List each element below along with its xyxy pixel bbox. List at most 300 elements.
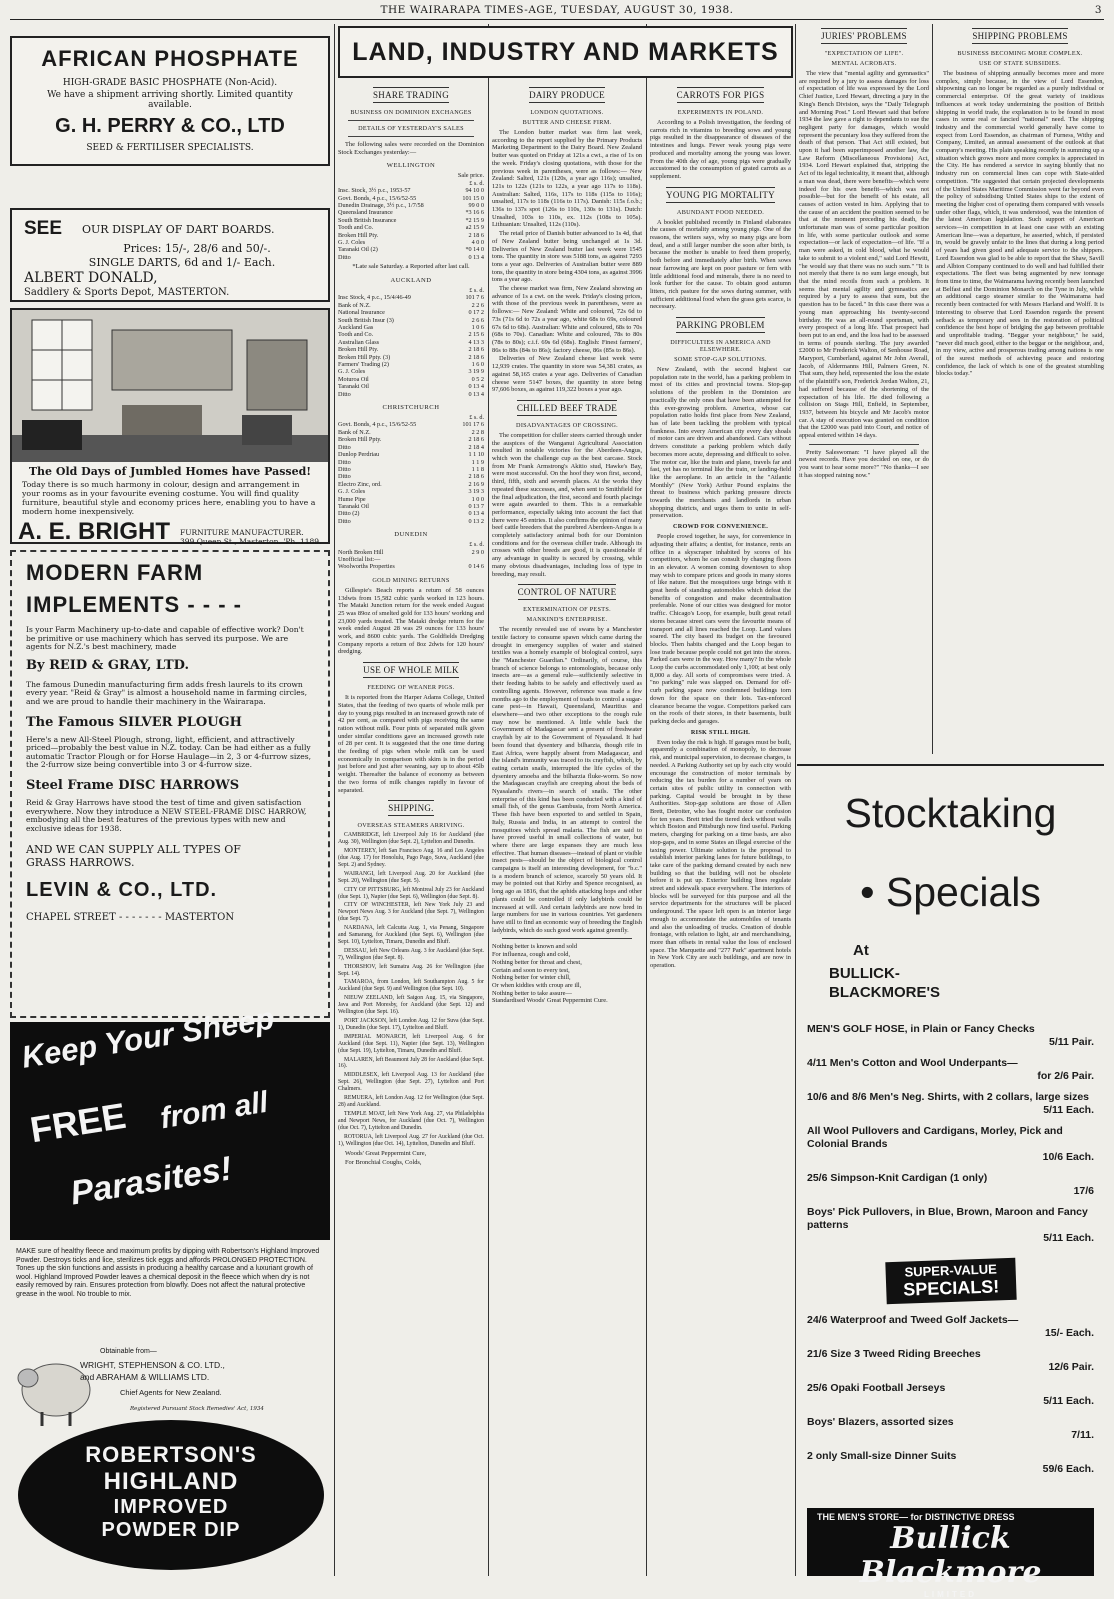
table-row <box>338 563 484 570</box>
subheading: CROWD FOR CONVENIENCE. <box>672 523 769 531</box>
special-name: 24/6 Waterproof and Tweed Golf Jackets— <box>807 1314 1019 1326</box>
special-item <box>807 1172 1094 1197</box>
special-item <box>807 1091 1094 1116</box>
stock-price: 0 13 4 <box>468 253 484 261</box>
stock-name: Electro Zinc, ord. <box>338 480 382 488</box>
headline: SHIPPING PROBLEMS <box>972 28 1067 44</box>
table-row <box>338 391 484 398</box>
slogan: Keep Your Sheep <box>19 1000 277 1075</box>
stock-name: North Broken Hill <box>338 548 384 556</box>
stock-price: 2 2 8 <box>471 428 484 436</box>
paragraph: The following sales were recorded on the Dominion Stock Exchanges yesterday:— <box>338 141 484 156</box>
table-row <box>338 202 484 209</box>
super-value-badge <box>885 1258 1016 1305</box>
paragraph: The London butter market was firm last week, according to the report supplied by the Primary Products Marketing Department to the Dairy Board. New Zealand butter was quoted on Friday at 121s a cwt., a rise of 1s on the week. Friday's closing quotations, with those for the previous week in parentheses, were as follows:— New Zealand: Salted, 121s (120s, a year ago 116s); unsalted, 121s to 122s (121s to 122s, a year ago 117s to 118s). Australian: Salted, 116s, 117s to 118s (115s to 116s); unsalted, 117s to 118s (116s to 117s). Danish: 115s f.o.b.; 136s to 137s spot (126s to 110s, 130s to 131s). Dutch: Unsalted, 103s to 110s, ex. 112s (108s to 105s). Lithuanian: Unsalted, 112s (110s). <box>492 129 642 229</box>
stock-table-auckland <box>338 294 484 398</box>
column-parking <box>650 82 791 1577</box>
ad-line: We have a shipment arriving shortly. Limited quantity available. <box>47 90 293 110</box>
special-item <box>807 1057 1094 1082</box>
ad-at: At <box>853 942 869 959</box>
stock-price: 4 0 0 <box>471 239 484 247</box>
special-item <box>807 1416 1094 1441</box>
special-item <box>807 1206 1094 1244</box>
ad-name: A. E. BRIGHT <box>18 518 171 545</box>
subheading: LONDON QUOTATIONS. <box>530 109 604 116</box>
ad-trade: FURNITURE MANUFACTURER. <box>180 528 304 537</box>
stock-price: 0 13 7 <box>468 502 484 510</box>
ad-title: AFRICAN PHOSPHATE <box>41 46 299 71</box>
stock-price: 2 18 6 <box>468 436 484 444</box>
special-name: 10/6 and 8/6 Men's Neg. Shirts, with 2 collars, large sizes <box>807 1091 1090 1103</box>
ad-plough: The Famous SILVER PLOUGH <box>26 714 242 730</box>
stock-name: South British Insur (3) <box>338 316 394 324</box>
column-rule <box>488 24 489 1576</box>
table-row <box>338 556 484 563</box>
table-row <box>338 195 484 202</box>
column-juries <box>799 26 929 761</box>
subheading: DIFFICULTIES IN AMERICA AND ELSEWHERE. <box>670 339 771 354</box>
headline: USE OF WHOLE MILK <box>363 662 459 678</box>
ad-bullick-blackmore <box>797 764 1104 1599</box>
paragraph: The business of shipping annually becomes more and more complex, simply because, in the view of Lord Essendon, shipowning can no longer be regarded as a purely individual or commercial enterprise. Of the great variety of insidious influences at work today undermining the position of British shipping in world trade, the explanation is to be found in most cases in some real or fancied "national" need. The shipping industry and the commercial world generally have come to expect from Lord Essendon, as chairman of Furness, Withy and Company, Limited, an annual assessment of the outlook at that company's meeting. His plain speaking recently in summing up a situation which grows more and more complex is appreciated in the City. He has rendered a service in saying bluntly that no industry run on commercial lines can cope with State-aided competition. "He suggested that certain projected developments of the United States Maritime Commission went far beyond even the policy of subsidising United States ships to the extent of meeting the higher cost of operating them compared with vessels under other flags, which, it was understood, was the intention of the latest American legislation. Such support of American services—in competition in at least one case with an existing American line—was a departure, he asserted, which, if persisted in, would be gravely unfair to the lines that during a long period of years had given good and adequate service to the shippers. Lord Essendon was glad to be able to report that the Shaw, Savill and Albion Company continued to do well and had fulfilled their expectations. The fleet was being augmented by new tonnage from time to time, the Waimarama having recently been launched at Belfast and the Dominion Monarch on the Tyne in July, while an additional cargo steamer similar to the Waimarama had recently been contracted for with Messrs Harland and Wolff. It is interesting to observe that Lord Essendon regards the present setback as temporary and sees in the restoration of political confidence the best hope of bridging the gap between profitable and unprofitable trading. "Beggar your neighbour," he said, "never did much good, either to the beggar or the neighbour, and, in my view, active and prosperous trading among nations is one of the surest methods of achieving peace and restoring confidence, the lack of which is one of the greatest stumbling blocks today." <box>936 70 1104 378</box>
subheading: BUSINESS ON DOMINION EXCHANGES <box>350 109 472 116</box>
table-row <box>338 466 484 473</box>
stock-price: 2 18 4 <box>468 443 484 451</box>
stock-name: Ditto <box>338 473 351 481</box>
paragraph: Even today the risk is high. If garages must be built, apparently a combination of monopoly, to decrease risk, and municipal supervision, to decrease charges, is needed. A Parking Authority set up by each city would encourage the construction of motor terminals by reducing the tax burden for a number of years on certain sites of public utility in connection with parking. Capital would be brought in by these Authorities. Stop-gap solutions are those of Allen Brett, Detroiter, who has fought motor car confusion for ten years. Brett tried the tiered deck without walls which Boston and Pittsburgh now find useful. Parking meters, charging for parking on a time basis, are also stop-gaps, and in some States an illegal exercise of the taxing power. Ultimate solution is the proposal to establish interior parking lanes for future buildings, to take care of the parking demand created by each new building so that the building will not be obsolete before it is put up. Exterior building lines regulate street and sidewalk space everywhere. The interiors of blocks will be surveyed for this purpose and all the service departments for the structures will be placed underground. The space left open is an interior large enough to accommodate the automobiles of tenants and also the unloading of trucks. Creation of double frontage, with relation to light, air and merchandising, more than offsets in rental value the loss of enclosed space. The Marquette and "277 Park" apartment hotels in New York City are such buildings, and are now in operation. <box>650 738 791 970</box>
subheading: EXPERIMENTS IN POLAND. <box>677 109 764 116</box>
ship-entry: NARDANA, left Calcutta Aug. 1, via Penang, Singapore and Samarang, for Auckland (due Sept. 6), Wellington (due Sept. 10), Lyttelton, Timaru, Dunedin and Bluff. <box>338 925 484 945</box>
stock-name: G. J. Coles <box>338 488 366 496</box>
paragraph: People crowd together, he says, for convenience in adjusting their affairs; a dentist, for instance, rents an office in a skyscraper inhabited by scores of his competitors, whom he can consult by changing floors in an elevator. A women coming downtown to shop may wish to compare prices and goods in many stores of like nature. But the mosquitoes urge brings with it great herds of standing automobiles which defeat the benefits of congestion and make decentralisation preferable. None of our cities was designed for motor traffic. Chicago's Loop, for example, built great retail stores because street cars were the favourite means of transport and all lines reached the Loop. Land values soared. The city based its budget on the favoured blocks. Then habits changed and the Loop began to lose trade because people could not get into the stores. Parked cars were in the way. How many? In the whole Loop the curbs accommodated only 1,100; at best only 8,000 a day. All sorts of compromises were tried. A "no parking" rule was slapped on. Demand for off-curb parking space now condemned buildings torn down for the space on their lots. Tax-enforced clearance became the vogue. Competitors parked cars on the roofs of their stores, in their basements, built parking decks and garages. <box>650 533 791 725</box>
stock-price: 2 18 6 <box>468 346 484 354</box>
stock-price: a2 15 9 <box>465 224 484 232</box>
ad-maker: By REID & GRAY, LTD. <box>26 657 190 673</box>
headline: CONTROL OF NATURE <box>518 584 617 600</box>
ad-see: SEE <box>24 218 63 239</box>
subheading: EXTERMINATION OF PESTS. <box>523 606 611 614</box>
table-row <box>338 451 484 458</box>
stock-name: Ditto <box>338 253 351 261</box>
subheading: DISADVANTAGES OF CROSSING. <box>516 421 618 429</box>
ship-entry: CAMBRIDGE, left Liverpool July 16 for Auckland (due Aug. 30), Wellington (due Sept. 2), Lyttelton and Dunedin. <box>338 832 484 846</box>
table-row <box>338 510 484 517</box>
footer-for: for DISTINCTIVE DRESS <box>910 1512 1015 1522</box>
special-price: 12/6 Pair. <box>1048 1361 1094 1373</box>
ad-address: 399 Queen St., Masterton. 'Ph. 1189. <box>180 537 322 546</box>
stock-price: 4 13 3 <box>468 338 484 346</box>
stock-name: Taranaki Oil (2) <box>338 246 378 254</box>
stock-name: Auckland Gas <box>338 324 374 332</box>
table-row <box>338 436 484 443</box>
ship-list <box>338 832 484 1147</box>
stock-price: *0 14 0 <box>465 246 484 254</box>
col-header: £ s. d. <box>469 414 484 422</box>
headline: JURIES' PROBLEMS <box>821 28 907 44</box>
paragraph: New Zealand, with the second highest car population rate in the world, has a parking problem in most of its cities and provincial towns. Stop-gap solutions of the problem in the Dominion are practically the only ones that have been attempted for this ever-growing problem. America, whose car population ratio holds first place from New Zealand, has of late been tackling the problem with typical frankness. Into every American city every day shoals of motor cars are driven and abandoned. Cars without drivers constitute a parking problem which daily becomes more acute, depressing and difficult to solve. The motor car, like the train and plane, travels far and fast, yet has no terminal like the train, or landing-field like the aeroplane. In an article in the "Atlantic Monthly" (New York) Arthur Pound explains the threat to business which parking pressure directs towards the merchants and landlords in urban shopping districts, and urges them to unite in self-preservation. <box>650 366 791 520</box>
stock-name: Ditto <box>338 458 351 466</box>
page-number: 3 <box>1094 4 1102 16</box>
ad-title: IMPLEMENTS - - - - <box>26 592 242 617</box>
ad-address: Saddlery & Sports Depot, MASTERTON. <box>24 287 230 298</box>
headline: SHIPPING. <box>388 800 433 816</box>
stock-price: 101 17 6 <box>462 421 484 429</box>
ship-entry: ROTORUA, left Liverpool Aug. 27 for Auckland (due Oct. 1), Wellington (due Oct. 14), Lyttelton, Dunedin and Bluff. <box>338 1133 484 1147</box>
table-row <box>338 331 484 338</box>
slogan: from all <box>158 1085 271 1136</box>
table-row <box>338 444 484 451</box>
ad-footer: For Bronchial Coughs, Colds, <box>345 1159 422 1167</box>
stock-price: 94 10 0 <box>465 187 484 195</box>
masthead <box>10 4 1104 20</box>
ad-body: Today there is so much harmony in colour, design and arrangement in your rooms as in your favourite evening costume. You will find quality furniture, beautiful style and economy prices here, enabling you to have a modern home inexpensively. <box>22 480 316 516</box>
stock-name: Broken Hill Pty. <box>338 346 379 354</box>
table-row <box>338 346 484 353</box>
special-name: 25/6 Simpson-Knit Cardigan (1 only) <box>807 1172 988 1184</box>
ad-maker-body: The famous Dunedin manufacturing firm adds fresh laurels to its crown every year. "Reid & Gray" is almost a household name in farming circles, and we are proud to handle their machinery in the Wairarapa. <box>26 679 308 706</box>
stock-name: G. J. Coles <box>338 368 366 376</box>
sheep-illustration <box>14 1340 94 1430</box>
stock-name: Dunlop Perdriau <box>338 451 380 459</box>
table-row <box>338 503 484 510</box>
col-header: £ s. d. <box>469 286 484 294</box>
table-row <box>338 232 484 239</box>
ship-entry: WAIRANGI, left Liverpool Aug. 20 for Auckland (due Sept. 20), Wellington (due Sept. 5). <box>338 870 484 884</box>
verse-line: For influenza, cough and cold, <box>492 951 571 959</box>
ship-entry: CITY OF PITTSBURG, left Montreal July 23 for Auckland (due Sept. 1), Napier (due Sept. 6), Wellington (due Sept. 8). <box>338 886 484 900</box>
special-name: All Wool Pullovers and Cardigans, Morley, Pick and Colonial Brands <box>807 1125 1063 1150</box>
special-price: 5/11 Pair. <box>1049 1036 1094 1048</box>
stock-price: 0 17 2 <box>468 309 484 317</box>
ad-agents-nz: Chief Agents for New Zealand. <box>120 1388 222 1397</box>
paragraph: It is reported from the Harper Adams College, United States, that the feeding of two quarts of whole milk per day to young pigs resulted in an increased growth rate of 42 per cent, as compared with pigs receiving the same ration without milk. Four pints of separated milk given under similar conditions gave an increased growth rate of 28 per cent. It is suggested that the one time during the feeding of pigs when whole milk can be used economically in comparison with skim is in the period just before and just after weaning, say up to about 45lb weight. Thereafter the balance of economy as between the two forms of milk changes rapidly in favour of separated. <box>338 694 484 794</box>
table-row <box>338 368 484 375</box>
subheading: USE OF STATE SUBSIDIES. <box>978 60 1062 67</box>
paragraph: According to a Polish investigation, the feeding of carrots rich in vitamins to breeding sows and young pigs resulted in the disappearance of diseases of the intestines and lungs. Fewer weak young pigs were produced and mortality among the young was lower. From the 40th day of age, young pigs were gradually accustomed to the consumption of grated carrots as a supplement. <box>650 119 791 180</box>
column-rule <box>646 24 647 1576</box>
ad-headline: The Old Days of Jumbled Homes have Passed! <box>28 465 312 478</box>
table-row <box>338 309 484 316</box>
paragraph: The view that "mental agility and gymnastics" are required by a jury to assess damages for loss of expectation of life was expressed by the Lord Chief Justice, Lord Hewart, directing a jury in the King's Bench Division, says the "Daily Telegraph and Morning Post." Lord Hewart said that before 1934 the law gave a right to dependants to sue the negligent party for damages, which would represent the pecuniary loss they suffered from the death of that person. That Act still existed, but upon it had been superimposed another law, the Law Reform (Miscellaneous Provisions) Act, 1934. Lord Hewart explained that, stripping the Act of its legal technicality, it meant that, although a man was dead, there were benefits—which were indeed for his own benefit—which was not possible—but for the benefit of his estate, all causes of action vested in him. Applying that to the cause of an accident the position seemed to be that at the moment preceding his death, the unfortunate man was of some particular position in life, with some particular outlook and some expectation—or lack of expectation—of life. "If a man were asked, in cold blood, what he would take to submit to a violent end," said Lord Hewitt, "he would say that there was no such sum." "It is not merely that there is no sum large enough, but that the mind recoils from such a problem. It seems that mental agility and gymnastics are required by a jury to assess that sum, but the question has to be faced." In this case there was a young man approaching his twenty-second birthday. He was an all-round sportsman, with every prospect of a long life. That prospect had been put to an end, and the loss had to be assessed in terms of pounds sterling. The jury awarded £2000 to Mr Frederick Walton, of Senhouse Road, Maryport, Cumberland, against Mr John Averall, Jacob, of Aldermanns Hill, Palmers Green, N. That sum, they held, represented the loss the estate of the plaintiff's son, Frederick Jordan Walton, 21, had suffered because of the shortening of the expectation of his life. He died following a collision on Stags Hill, Enfield, in September, 1937, between his bicycle and Mr Jacob's motor car. A stay of execution was granted on condition that the £2000 was paid into Court, and notice of appeal entered within 14 days. <box>799 70 929 440</box>
col-header: Sale price. <box>457 172 484 180</box>
ad-store: BLACKMORE'S <box>829 984 941 1001</box>
paragraph: Pretty Saleswoman: "I have played all the newest records. Have you decided on one, or do you want to hear some more?" "No thanks—I see it has stopped raining now." <box>799 448 929 479</box>
section-banner <box>338 26 793 78</box>
ad-agent: and ABRAHAM & WILLIAMS LTD. <box>80 1372 210 1382</box>
badge-text: SPECIALS! <box>902 1276 1000 1300</box>
ship-entry: MIDDLESEX, left Liverpool Aug. 13 for Auckland (due Sept. 26), Wellington (due Sept. 27), Lyttelton and Port Chalmers. <box>338 1072 484 1093</box>
col-header: £ s. d. <box>469 541 484 549</box>
ad-dart-boards <box>10 208 330 302</box>
ad-agent: WRIGHT, STEPHENSON & CO. LTD., <box>80 1360 225 1370</box>
stock-name: Unofficial list:— <box>338 555 381 563</box>
subheading: BUSINESS BECOMING MORE COMPLEX. <box>957 50 1083 57</box>
footer-store: THE MEN'S STORE— <box>817 1512 908 1522</box>
ship-entry: THORSHOV, left Sumatra Aug. 26 for Wellington (due Sept. 14). <box>338 963 484 977</box>
stock-name: Woolworths Properties <box>338 563 395 571</box>
stock-name: Tooth and Co. <box>338 224 374 232</box>
stock-price: 0 13 4 <box>468 383 484 391</box>
ad-body: MAKE sure of healthy fleece and maximum profits by dipping with Robertson's Highland Improved Powder. Destroys ticks and lice, sterilizes tick eggs and affords PROLONGED PROTECTION. Tones up the skin functions and assists in producing a healthy carcase and a luxuriant growth of wool. Highland Improved Powder leaves a chemical deposit in the fleece which when dry is not easily removed by rain. Ensures protection from blowfly. Does not affect the natural protective grease in the wool. No trouble to mix. <box>16 1248 320 1298</box>
ad-prices: Prices: 15/-, 28/6 and 50/-. <box>123 242 271 255</box>
city-heading: DUNEDIN <box>394 531 428 539</box>
stock-price: 1 1 10 <box>468 451 484 459</box>
ad-line: HIGH-GRADE BASIC PHOSPHATE (Non-Acid). <box>62 78 278 88</box>
table-row <box>338 317 484 324</box>
special-price: 59/6 Each. <box>1042 1463 1094 1475</box>
stock-price: 101 15 0 <box>462 194 484 202</box>
ad-title: MODERN FARM <box>26 560 204 585</box>
special-item <box>807 1023 1094 1048</box>
column-shipping-problems <box>936 26 1104 761</box>
ad-intro: Is your Farm Machinery up-to-date and capable of effective work? Don't be primitive or use machinery which has served its purpose. We are agents for N.Z.'s best machinery, made <box>26 625 304 652</box>
subheading: MANKIND'S ENTERPRISE. <box>526 616 608 624</box>
ship-entry: PORT JACKSON, left London Aug. 12 for Suva (due Sept. 1), Dunedin (due Sept. 17), Lyttelton and Bluff. <box>338 1018 484 1031</box>
ship-entry: CITY OF WINCHESTER, left New York July 23 and Newport News Aug. 3 for Auckland (due Sept. 7), Wellington (due Sept. 7). <box>338 902 484 923</box>
ad-tagline: SEED & FERTILISER SPECIALISTS. <box>86 143 254 153</box>
ship-entry: REMUERA, left London Aug. 12 for Wellington (due Sept. 28) and Auckland. <box>338 1095 484 1108</box>
paragraph: The retail price of Danish butter advanced to 1s 4d, that of New Zealand butter being unchanged at 1s 3d. Deliveries of New Zealand butter last week were 1545 tons. The quantity in store was 5188 tons, as against 7293 tons a year ago. Deliveries of Australian butter were 889 tons, the quantity in store being 4304 tons, as against 3996 tons a year ago. <box>492 230 642 284</box>
stock-name: Ditto <box>338 517 351 525</box>
column-rule <box>932 24 933 754</box>
table-row <box>338 239 484 246</box>
stock-name: G. J. Coles <box>338 239 366 247</box>
verse-line: Nothing better is known and sold <box>492 943 578 951</box>
ad-street: CHAPEL STREET - - - - - - - MASTERTON <box>26 912 235 924</box>
table-row <box>338 209 484 216</box>
stock-price: *3 16 6 <box>465 209 484 217</box>
ship-entry: NIEUW ZEELAND, left Saigon Aug. 15, via Singapore, Java and Port Moresby, for Auckland (due Sept. 12) and Wellington (due Sept. 16). <box>338 995 484 1016</box>
stock-name: Govt. Bonds, 4 p.c., 15/6/52-55 <box>338 421 417 429</box>
ad-store: BULLICK- <box>829 965 900 982</box>
subheading: GOLD MINING RETURNS <box>372 576 450 584</box>
store-footer <box>807 1508 1094 1599</box>
stock-price: 3 19 3 <box>468 488 484 496</box>
stock-name: Dunedin Drainage, 3½ p.c., 1/7/58 <box>338 202 424 210</box>
stock-name: Broken Hill Ppty. <box>338 436 382 444</box>
stock-price: 2 18 6 <box>468 353 484 361</box>
ad-registration: Registered Pursuant Stock Remedies' Act, 1934 <box>130 1406 264 1412</box>
stock-name: Taranaki Oil <box>338 383 370 391</box>
ad-harrows: Steel Frame DISC HARROWS <box>26 777 240 793</box>
headline: YOUNG PIG MORTALITY <box>666 187 775 203</box>
headline: DAIRY PRODUCE <box>529 87 605 103</box>
stock-price: 2 16 9 <box>468 480 484 488</box>
table-row <box>338 354 484 361</box>
subheading: RISK STILL HIGH. <box>690 728 751 736</box>
table-row <box>338 383 484 390</box>
verse-ad <box>492 943 642 1005</box>
headline: PARKING PROBLEM <box>676 317 764 333</box>
special-price: 5/11 Each. <box>1043 1395 1094 1407</box>
special-name: Boys' Blazers, assorted sizes <box>807 1416 954 1428</box>
stock-price: 2 15 6 <box>468 331 484 339</box>
column-rule <box>795 24 796 1576</box>
stock-name: Hume Pipe <box>338 495 366 503</box>
ad-name: ALBERT DONALD, <box>24 270 158 286</box>
table-note: *Late sale Saturday. a Reported after last call. <box>352 263 470 271</box>
stock-name: Farmers' Trading (2) <box>338 361 389 369</box>
stock-price: 2 2 6 <box>471 301 484 309</box>
table-row <box>338 459 484 466</box>
stock-name: Taranaki Oil <box>338 502 370 510</box>
ship-entry: IMPERIAL MONARCH, left Liverpool Aug. 6 for Auckland (due Sept. 11), Napier (due Sept. 13), Wellington (due Sept. 19), Lyttelton, Timaru, Dunedin and Bluff. <box>338 1033 484 1054</box>
subheading: OVERSEAS STEAMERS ARRIVING. <box>357 822 465 830</box>
ship-entry: MALAREN, left Beaumont July 28 for Auckland (due Sept. 16). <box>338 1056 484 1070</box>
paragraph: The cheese market was firm, New Zealand showing an advance of 1s a cwt. on the week. Friday's closing prices, with those of the previous week in parentheses, were as follows:— New Zealand: White and coloured, 72s 6d to 73s (71s 6d to 72s a year ago, white 68s to 69s, coloured 67s 6d to 68s). Australian: White and coloured, 68s to 70s (68s to 70s). Canadian: White and coloured, 78s to 80s (78s to 80s); c.i.f. 69s 6d (68s). English: Finest farmers', 86s to 88s (84s to 86s); factory cheese, 86s (85s to 86s). <box>492 285 642 354</box>
special-price: 5/11 Each. <box>1043 1104 1094 1116</box>
table-row <box>338 187 484 194</box>
verse-line: Certain and soon to every test, <box>492 966 570 974</box>
stock-price: 1 0 6 <box>471 324 484 332</box>
verse-line: Standardised Woods' Great Peppermint Cure. <box>492 997 608 1005</box>
special-item <box>807 1314 1094 1339</box>
verse-line: Nothing better for throat and chest, <box>492 958 582 966</box>
table-row <box>338 488 484 495</box>
table-row <box>338 246 484 253</box>
table-row <box>338 429 484 436</box>
column-dairy <box>492 82 642 1577</box>
city-heading: AUCKLAND <box>390 276 432 284</box>
table-row <box>338 549 484 556</box>
ad-headline: OUR DISPLAY OF DART BOARDS. <box>82 223 275 236</box>
ad-robertsons-dip <box>10 1000 330 1577</box>
special-name: 25/6 Opaki Football Jerseys <box>807 1382 946 1394</box>
ad-footer: Woods' Great Peppermint Cure, <box>345 1150 427 1158</box>
stock-price: 101 7 6 <box>465 294 484 302</box>
ad-obtain: Obtainable from— <box>100 1348 157 1355</box>
ad-singles: SINGLE DARTS, 6d and 1/- Each. <box>88 256 276 269</box>
paragraph: The competition for chiller steers carried through under the auspices of the Wanganui Agricultural Association resulted in notable victories for the Aberdeen-Angus, which won the challenge cup as the best carcase. Stock from Mr Frank Armstrong's Akitio stud, Hawke's Bay, were most successful. On the hoof they won first, second, third, fifth, sixth and seventh places. At the works they repeated these successes, and, when sent to Smithfield for the final adjudication, the first, second and fourth placings were again awarded to them. This is a remarkable performance, especially taking into account the fact that there were 45 entries. It also confirms the opinion of many beef cattle breeders that the purebred Aberdeen-Angus is a completely satisfactory animal both for our Dominion conditions and for the overseas chiller trade. Although its crosses with other breeds are good, it is questionable if any advantage in quality is secured by crossing, while many obvious disadvantages, including loss of type in breeding, may result. <box>492 431 642 578</box>
special-name: 2 only Small-size Dinner Suits <box>807 1450 957 1462</box>
headline: SHARE TRADING <box>373 87 449 103</box>
ad-plough-body: Here's a new All-Steel Plough, strong, light, efficient, and attractively priced—probably the best value in N.Z. today. Can be had either as a fully automatic Tractor Plough or for Horse Haulage—in 2, 3 or 4-furrow sizes, the 2-furrow size being convertible into 3 or 4-furrow size. <box>26 734 312 770</box>
slogan: FREE <box>27 1094 129 1151</box>
subheading: SOME STOP-GAP SOLUTIONS. <box>674 356 767 364</box>
headline: CARROTS FOR PIGS <box>677 87 765 103</box>
stock-price: 1 1 8 <box>471 465 484 473</box>
column-share-trading <box>338 82 484 1577</box>
stock-price: 0 13 2 <box>468 517 484 525</box>
ad-farm-implements <box>10 550 330 1018</box>
verse-line: Nothing better for winter chill, <box>492 974 571 982</box>
table-row <box>338 473 484 480</box>
stock-name: National Insurance <box>338 309 385 317</box>
col-header: £ s. d. <box>469 179 484 187</box>
stock-name: Ditto <box>338 390 351 398</box>
special-item <box>807 1382 1094 1407</box>
stock-price: 0 13 4 <box>468 510 484 518</box>
special-price: 17/6 <box>1073 1185 1094 1197</box>
stock-table-christchurch <box>338 421 484 525</box>
ad-bright-furniture <box>10 308 330 544</box>
special-name: Boys' Pick Pullovers, in Blue, Brown, Maroon and Fancy patterns <box>807 1206 1088 1231</box>
paragraph: The recently revealed use of swans by a Manchester textile factory to consume spawn which came during the drought in emergency supplies of water and stained textiles was a homely example of biological control, says the "Manchester Guardian." Ordinarily, of course, this branch of science belongs to entomologists, because only insects are—as a general rule—sufficiently selective in their feeding habits to be safely and effectively used as controlling agents. However, reference was made a few months ago to the employment of toads to control a sugar-cane pest—in Hawaii, Queensland, Mauritius and elsewhere—and two other exceptions to the rough rule may now be mentioned. A little while back the Government of Madagascar sent a present of freshwater crayfish by air to the Government of Nyasaland. It had been found that dysentery and bilharzia, though rife in East Africa, were happily absent from Madagascar, and the island's immunity was traced to its crayfish, which, by eating certain snails, interrupted the life cycles of the dysentery amoeba and the bilharzia fluke-worm. So now the Madagascan crayfish are creeping about the beds of Nyasaland's rivers—in search of snails. The other enterprise of this kind has been conducted with a kind of small fish, of the genus Gambusia, from North America. These fish have been exported to and settled in Spain, Italy, Russia and India, in an attempt to control the mosquitoes which spread malaria. The fish are said to have proved useful in small collections of water, but where there are large expanses they are much less effective. That human diseases—instead of plant or visible insect pests—should be the object of biological control campaigns is itself an interesting development, for "b.c." is a modern branch of science, scarcely 50 years old. It may be pointed out that Kirby and Spence recognised, as long ago as 1816, that the aphids attacking hops and other plants could be controlled if only ladybirds could be increased at will. And certain ladybirds are now bred in large numbers for use in various countries. Yet gardeners have still to find an economic way of breeding the English ladybirds, which do such good work against greenfly. <box>492 626 642 934</box>
stock-price: *2 15 9 <box>465 216 484 224</box>
stock-price: 99 0 0 <box>468 202 484 210</box>
headline: CHILLED BEEF TRADE <box>517 400 617 416</box>
brand-oval <box>18 1420 324 1570</box>
subheading: MENTAL ACROBATS. <box>831 60 897 67</box>
table-row <box>338 481 484 488</box>
stock-price: 2 9 0 <box>471 548 484 556</box>
brand-name: ROBERTSON'S <box>85 1442 257 1467</box>
special-price: for 2/6 Pair. <box>1037 1070 1094 1082</box>
specials-list <box>807 1023 1094 1244</box>
special-price: 10/6 Each. <box>1042 1151 1094 1163</box>
ship-entry: TEMPLE MOAT, left New York Aug. 27, via Philadelphia and Newport News, for Auckland (due Oct. 7), Wellington (due Oct. 7), Lyttelton and Dunedin. <box>338 1110 484 1131</box>
subheading: BUTTER AND CHEESE FIRM. <box>522 119 612 126</box>
special-name: MEN'S GOLF HOSE, in Plain or Fancy Checks <box>807 1023 1035 1035</box>
stock-name: Tooth and Co. <box>338 331 374 339</box>
special-name: 4/11 Men's Cotton and Wool Underpants— <box>807 1057 1018 1069</box>
footer-ltd: LIMITED <box>924 1590 977 1599</box>
stock-name: Ditto (2) <box>338 510 360 518</box>
subheading: ABUNDANT FOOD NEEDED. <box>676 208 765 216</box>
stock-name: Broken Hill Ppty. (3) <box>338 353 391 361</box>
special-price: 7/11. <box>1071 1429 1094 1441</box>
slogan: Parasites! <box>67 1149 235 1213</box>
special-price: 15/- Each. <box>1044 1327 1094 1339</box>
special-price: 5/11 Each. <box>1043 1232 1094 1244</box>
stock-price: 2 18 6 <box>468 231 484 239</box>
stock-name: Bank of N.Z. <box>338 428 371 436</box>
verse-line: Or when kiddies with croup are ill, <box>492 981 582 989</box>
room-illustration <box>12 310 328 462</box>
table-row <box>338 294 484 301</box>
special-item <box>807 1348 1094 1373</box>
brand-name: POWDER DIP <box>101 1519 241 1541</box>
table-row <box>338 361 484 368</box>
ad-supply: AND WE CAN SUPPLY ALL TYPES OF GRASS HARROWS. <box>26 843 241 870</box>
table-row <box>338 254 484 261</box>
special-name: 21/6 Size 3 Tweed Riding Breeches <box>807 1348 981 1360</box>
stock-name: South British Insurance <box>338 216 397 224</box>
stock-price: 0 13 4 <box>468 390 484 398</box>
stock-name: Moturoa Oil <box>338 375 369 383</box>
ship-entry: DESSAU, left New Orleans Aug. 3 for Auckland (due Sept. 7), Wellington (due Sept. 8). <box>338 947 484 961</box>
table-row <box>338 217 484 224</box>
subheading: FEEDING OF WEANER PIGS. <box>367 684 455 692</box>
stock-price: 2 18 6 <box>468 473 484 481</box>
ad-harrows-body: Reid & Gray Harrows have stood the test of time and given satisfaction everywhere. Now they introduce a NEW STEEL-FRAME DISC HARROW, embodying all the best features of the previous types with new and exclusive ideas for 1938. <box>26 797 307 833</box>
slogan-panel <box>10 1000 330 1240</box>
stock-table-dunedin <box>338 549 484 571</box>
ship-entry: MONTEREY, left San Francisco Aug. 16 and Los Angeles (due Aug. 17) for Honolulu, Pago Pago, Suva, Auckland (due Sept. 2) and Sydney. <box>338 848 484 868</box>
footer-name: Bullick Blackmore <box>859 1521 1042 1590</box>
table-row <box>338 376 484 383</box>
paragraph: Deliveries of New Zealand cheese last week were 12,939 crates. The quantity in store was 54,381 crates, as against 58,165 crates a year ago. Deliveries of Canadian cheese were 5147 boxes, the quantity in store being 97,606 boxes, as against 119,322 boxes a year ago. <box>492 355 642 394</box>
table-row <box>338 496 484 503</box>
badge-text: SUPER-VALUE <box>903 1261 997 1280</box>
verse-line: Nothing better to take assure— <box>492 989 572 997</box>
ship-entry: TAMAROA, from London, left Southampton Aug. 5 for Auckland (due Sept. 9) and Wellington (due Sept. 10). <box>338 979 484 993</box>
stock-name: Ditto <box>338 443 351 451</box>
stock-name: Govt. Bonds, 4 p.c., 15/6/52-55 <box>338 194 417 202</box>
ad-company: LEVIN & CO., LTD. <box>26 879 218 902</box>
city-heading: WELLINGTON <box>386 162 436 170</box>
stock-price: 1 0 0 <box>471 495 484 503</box>
table-row <box>338 324 484 331</box>
brand-name: IMPROVED <box>113 1496 229 1518</box>
column-rule <box>334 24 335 1576</box>
table-row <box>338 339 484 346</box>
banner-title: LAND, INDUSTRY AND MARKETS <box>352 37 779 66</box>
paragraph: Gillespie's Beach reports a return of 58 ounces 13dwts from 15,582 cubic yards worked in 123 hours. The Mataki Junction return for the week ended August 25 was 89oz of smelted gold for 133 hours' working and 23,000 yards treated. The Mataki dredge return for the week ended August 28 was 29 ounces for 133 hours' work, and 8600 cubic yards. The Goldfields Dredging Company reports a return of 8oz 2dwts for 120 hours' dredging. <box>338 586 484 656</box>
stock-name: Insc Stock, 4 p.c., 15/4/46-49 <box>338 294 411 302</box>
table-row <box>338 302 484 309</box>
stock-price: 0 5 2 <box>471 375 484 383</box>
